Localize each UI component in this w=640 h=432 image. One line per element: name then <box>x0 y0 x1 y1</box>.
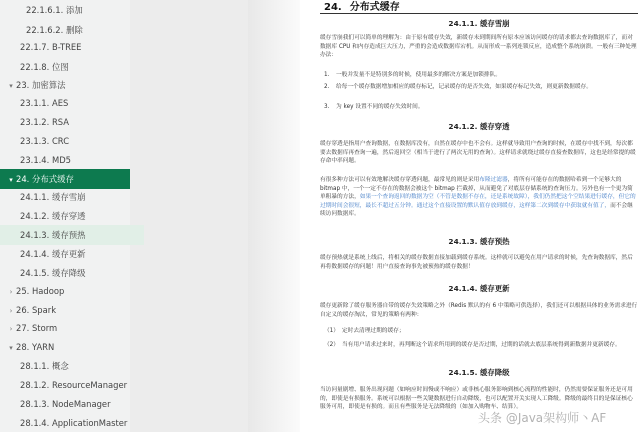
toc-item[interactable] <box>0 131 248 151</box>
toc-item[interactable] <box>0 169 130 189</box>
toc-item[interactable] <box>0 206 248 226</box>
section-body-degrade: 当访问量剧增、服务出现问题（如响应时间慢或不响应）或非核心服务影响到核心流程的性能时，仍然需要保证服务还是可用的，即使是有损服务。系统可以根据一些关键数据进行自动降级，也可以配置开关实现人工降级。降级的最终目的是保证核心服务可用，即使是有损的。而且有些服务是无法降级的（如加入购物车、结算）。 <box>320 387 633 411</box>
toc-item-label: 28.1.1. 概念 <box>20 361 69 371</box>
toc-item-label: 27. Storm <box>16 323 58 333</box>
toc-item-label: 22.1.7. B-TREE <box>20 42 82 52</box>
watermark: 头条 @Java架构师丶AF <box>478 411 607 425</box>
toc-item-label: 26. Spark <box>16 305 57 315</box>
chapter-number: 24. <box>324 2 342 13</box>
body-text: 而不会继续访问数据库。 <box>320 202 633 218</box>
list-number: 2. <box>324 84 330 90</box>
toc-item[interactable] <box>0 93 248 113</box>
toc-item[interactable] <box>0 375 248 395</box>
toc-item-label: 28.1.2. ResourceManager <box>20 380 128 390</box>
toc-item[interactable] <box>0 337 248 357</box>
toc-item-label: 23.1.2. RSA <box>20 117 69 127</box>
toc-item-label: 23.1.1. AES <box>20 98 69 108</box>
section-title-update: 24.1.4. 缓存更新 <box>448 284 510 293</box>
toc-item-label: 22.1.6.2. 删除 <box>26 25 83 35</box>
highlighted-text: 如果一个查询返回的数据为空（不管是数据不存在，还是系统故障），我们仍然把这个空结果进行缓存，但它的过期时间会很短，最长不超过五分钟。通过这个直接设置的默认值存放到缓存，这样第二次到缓存中获取就有值了， <box>320 194 636 209</box>
toc-item[interactable] <box>0 225 144 245</box>
list-number: 1. <box>324 72 330 78</box>
toc-item[interactable] <box>0 75 248 95</box>
toc-item-label: 23.1.3. CRC <box>20 136 70 146</box>
list-number: 3. <box>324 104 330 110</box>
toc-item[interactable] <box>0 263 248 283</box>
toc-item-label: 24.1.1. 缓存雪崩 <box>20 192 86 202</box>
body-text: ，将所有可能存在的数据哈希到一个足够大的 bitmap 中，一个一定不存在的数据会被这个 bitmap 拦截掉，从而避免了对底层存储系统的查询压力。另外也有一个更为简单粗暴的方法， <box>320 177 633 201</box>
toc-item-label: 24.1.2. 缓存穿透 <box>20 211 86 221</box>
section-title-penetration: 24.1.2. 缓存穿透 <box>448 122 510 131</box>
toc-item-label: 28.1.3. NodeManager <box>20 399 111 409</box>
toc-item[interactable] <box>0 0 248 20</box>
toc-item[interactable] <box>0 300 248 320</box>
toc-item-label: 23.1.4. MD5 <box>20 155 71 165</box>
toc-item[interactable] <box>0 394 248 414</box>
chevron-right-icon[interactable]: › <box>9 288 13 296</box>
section-title-warmup: 24.1.3. 缓存预热 <box>448 237 510 246</box>
chapter-heading <box>324 0 400 13</box>
toc-item[interactable] <box>0 37 248 57</box>
toc-item-label: 22.1.6.1. 添加 <box>26 5 83 15</box>
toc-item[interactable] <box>0 57 248 77</box>
list-text: 定时去清理过期的缓存； <box>342 328 405 334</box>
toc-item[interactable] <box>0 150 248 170</box>
list-item <box>324 71 638 80</box>
toc-item[interactable] <box>0 281 248 301</box>
chapter-rule <box>320 13 638 14</box>
section-body-snowslide: 缓存雪崩我们可以简单的理解为：由于原有缓存失效，新缓存未到期间所有原本应该访问缓存的请求都去查询数据库了，而对数据库 CPU 和内存造成巨大压力，严重的会造成数据库宕机。从而形成一系列连锁反应，造成整个系统崩溃。一般有三种处理办法： <box>320 35 637 59</box>
list-item <box>324 103 638 112</box>
section-title-snowslide: 24.1.1. 缓存雪崩 <box>448 19 510 28</box>
toc-item-label: 24.1.5. 缓存降级 <box>20 268 86 278</box>
chevron-down-icon[interactable]: ▾ <box>9 344 13 352</box>
list-item <box>324 327 638 336</box>
toc-item-label: 24.1.3. 缓存预热 <box>20 230 86 240</box>
toc-item[interactable] <box>0 244 248 264</box>
toc-item[interactable] <box>0 413 248 432</box>
toc-item-label: 28.1.4. ApplicationMaster <box>20 418 128 428</box>
list-text: 一般并发量不是特别多的时候，使用最多的解决方案是加锁排队。 <box>336 72 501 78</box>
chevron-down-icon[interactable]: ▾ <box>9 176 13 184</box>
toc-item-label: 28. YARN <box>16 342 55 352</box>
toc-item-label: 23. 加密算法 <box>16 80 66 90</box>
toc-item-label: 22.1.8. 位图 <box>20 62 69 72</box>
toc-item-label: 25. Hadoop <box>16 286 65 296</box>
chevron-right-icon[interactable]: › <box>9 307 13 315</box>
section-body-warmup: 缓存预热就是系统上线后，将相关的缓存数据直接加载到缓存系统。这样就可以避免在用户请求的时候，先查询数据库，然后再将数据缓存的问题！用户直接查询事先被预热的缓存数据！ <box>320 255 633 270</box>
list-item <box>324 341 638 350</box>
chevron-right-icon[interactable]: › <box>9 325 13 333</box>
section-body-penetration: 缓存穿透是指用户查询数据，在数据库没有，自然在缓存中也不会有。这样就导致用户查询的时候，在缓存中找不到，每次都要去数据库再查询一遍，然后返回空（相当于进行了两次无用的查询）。这样请求就绕过缓存直接查数据库，这也是经常提的缓存命中率问题。 <box>320 141 636 165</box>
list-text: 当有用户请求过来时，再判断这个请求所用到的缓存是否过期，过期的话就去底层系统得到新数据并更新缓存。 <box>342 342 621 348</box>
list-number: （2） <box>324 342 339 348</box>
section-body-update: 缓存更新除了缓存服务器自带的缓存失效策略之外（Redis 默认的有 6 中策略可供选择），我们还可以根据具体的业务需求进行自定义的缓存淘汰，常见的策略有两种： <box>320 303 638 318</box>
toc-item[interactable] <box>0 112 248 132</box>
bloom-filter-link[interactable]: 布隆过滤器 <box>479 177 508 183</box>
list-text: 为 key 设置不同的缓存失效时间。 <box>336 104 424 110</box>
toc-item[interactable] <box>0 356 248 376</box>
toc-item-label: 24. 分布式缓存 <box>16 174 74 184</box>
chevron-down-icon[interactable]: ▾ <box>9 82 13 90</box>
body-text: 有很多种方法可以有效地解决缓存穿透问题，最常见的则是采用 <box>320 177 480 183</box>
chapter-title: 分布式缓存 <box>349 2 400 13</box>
toc-item-label: 24.1.4. 缓存更新 <box>20 249 86 259</box>
section-title-degrade: 24.1.5. 缓存降级 <box>448 368 510 377</box>
toc-sidebar <box>0 0 248 432</box>
list-number: （1） <box>324 328 339 334</box>
section-body-penetration-2 <box>320 176 638 219</box>
list-item <box>324 83 638 92</box>
toc-item[interactable] <box>0 318 248 338</box>
list-text: 给每一个缓存数据增加相应的缓存标记，记录缓存的是否失效，如果缓存标记失效，则更新数据缓存。 <box>336 84 592 90</box>
toc-item[interactable] <box>0 187 248 207</box>
page-gutter-shadow <box>248 0 300 432</box>
